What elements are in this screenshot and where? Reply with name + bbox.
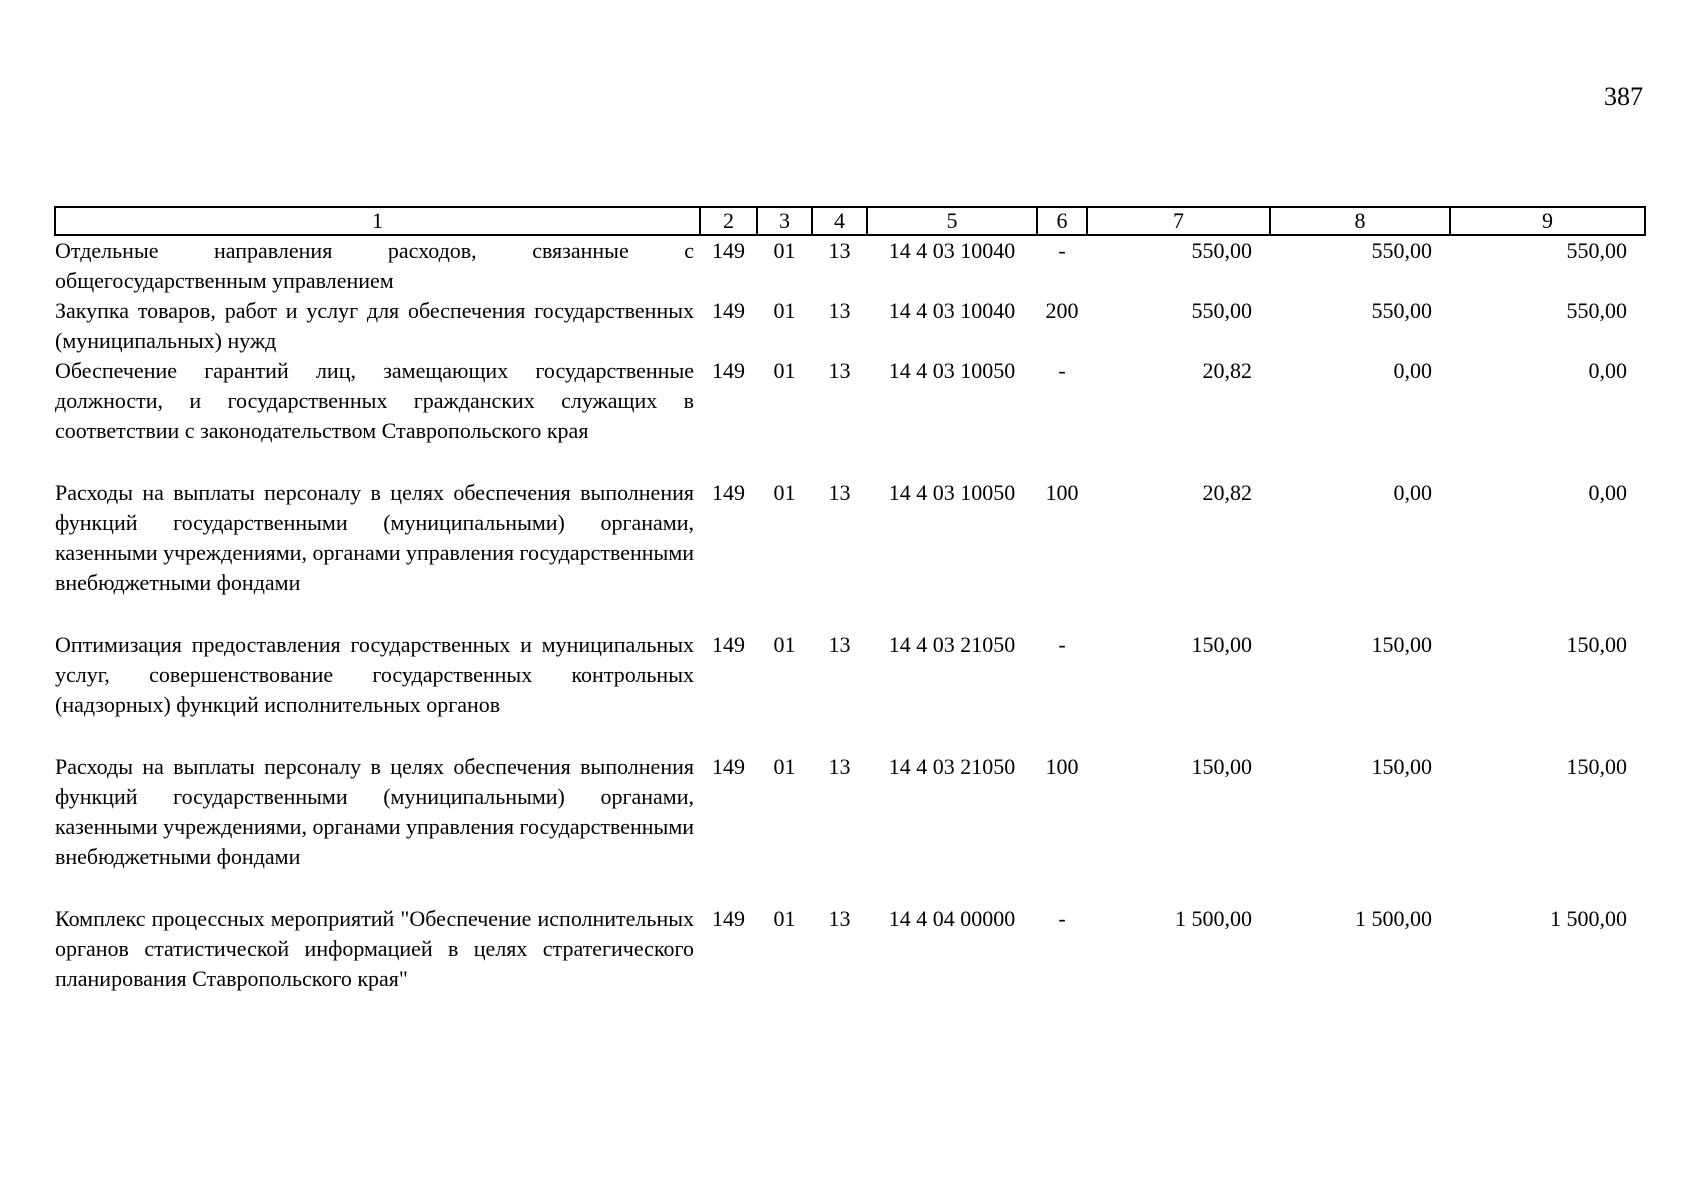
row-csr: 14 4 03 21050 (888, 754, 1016, 779)
table-row (55, 356, 1645, 478)
row-sum-2: 550,00 (1371, 238, 1432, 263)
row-sum-3: 1 500,00 (1550, 906, 1627, 931)
header-col-1: 1 (55, 207, 700, 235)
row-vr: 200 (1045, 298, 1079, 323)
row-ved: 149 (712, 480, 745, 505)
row-rz: 01 (773, 632, 796, 657)
row-sum-1: 20,82 (1202, 480, 1252, 505)
row-csr: 14 4 03 10040 (888, 238, 1016, 263)
row-name: Оптимизация предоставления государственных и муниципальных услуг, совершенствование государственных контрольных (надзорных) функций исполнительных органов (55, 632, 694, 717)
row-sum-1: 150,00 (1191, 632, 1252, 657)
table-row (55, 630, 1645, 752)
row-sum-3: 150,00 (1566, 754, 1627, 779)
row-name: Закупка товаров, работ и услуг для обеспечения государственных (муниципальных) нужд (55, 298, 694, 353)
table-row (55, 235, 1645, 296)
row-ved: 149 (712, 238, 745, 263)
row-pr: 13 (828, 298, 851, 323)
table-row (55, 752, 1645, 904)
header-col-9: 9 (1450, 207, 1645, 235)
row-ved: 149 (712, 298, 745, 323)
row-csr: 14 4 04 00000 (888, 906, 1016, 931)
row-name: Отдельные направления расходов, связанные с общегосударственным управлением (55, 238, 694, 293)
row-ved: 149 (712, 906, 745, 931)
row-sum-2: 0,00 (1393, 358, 1432, 383)
header-col-8: 8 (1270, 207, 1450, 235)
row-csr: 14 4 03 10050 (888, 358, 1016, 383)
row-pr: 13 (828, 906, 851, 931)
row-sum-3: 0,00 (1588, 358, 1627, 383)
header-col-7: 7 (1087, 207, 1270, 235)
budget-table (54, 206, 1646, 994)
row-ved: 149 (712, 632, 745, 657)
row-rz: 01 (773, 754, 796, 779)
row-ved: 149 (712, 754, 745, 779)
header-col-5: 5 (867, 207, 1037, 235)
table-row (55, 478, 1645, 630)
row-sum-3: 0,00 (1588, 480, 1627, 505)
header-col-4: 4 (812, 207, 867, 235)
row-vr: - (1058, 632, 1066, 657)
row-sum-1: 20,82 (1202, 358, 1252, 383)
header-col-3: 3 (757, 207, 812, 235)
row-vr: 100 (1045, 480, 1079, 505)
row-sum-3: 150,00 (1566, 632, 1627, 657)
row-sum-2: 0,00 (1393, 480, 1432, 505)
row-pr: 13 (828, 754, 851, 779)
row-sum-1: 1 500,00 (1175, 906, 1252, 931)
header-col-2: 2 (700, 207, 757, 235)
table-row (55, 296, 1645, 356)
header-col-6: 6 (1037, 207, 1087, 235)
row-csr: 14 4 03 21050 (888, 632, 1016, 657)
table-row (55, 904, 1645, 994)
row-sum-1: 550,00 (1191, 298, 1252, 323)
header-row (55, 207, 1645, 235)
row-rz: 01 (773, 906, 796, 931)
row-sum-3: 550,00 (1566, 298, 1627, 323)
row-vr: 100 (1045, 754, 1079, 779)
row-rz: 01 (773, 480, 796, 505)
row-sum-2: 550,00 (1371, 298, 1432, 323)
row-ved: 149 (712, 358, 745, 383)
row-csr: 14 4 03 10050 (888, 480, 1016, 505)
row-name: Расходы на выплаты персоналу в целях обеспечения выполнения функций государственными (муниципальными) органами, казенными учреждениями, органами управления государственными внебюджетными фондами (55, 480, 695, 595)
row-rz: 01 (773, 358, 796, 383)
row-vr: - (1058, 238, 1066, 263)
row-csr: 14 4 03 10040 (888, 298, 1016, 323)
row-sum-2: 150,00 (1371, 754, 1432, 779)
row-sum-2: 150,00 (1371, 632, 1432, 657)
row-rz: 01 (773, 238, 796, 263)
row-name: Расходы на выплаты персоналу в целях обеспечения выполнения функций государственными (муниципальными) органами, казенными учреждениями, органами управления государственными внебюджетными фондами (55, 754, 695, 869)
row-pr: 13 (828, 238, 851, 263)
row-vr: - (1058, 906, 1066, 931)
row-pr: 13 (828, 480, 851, 505)
row-rz: 01 (773, 298, 796, 323)
row-sum-2: 1 500,00 (1355, 906, 1432, 931)
row-sum-3: 550,00 (1566, 238, 1627, 263)
page-number: 387 (1604, 82, 1643, 111)
row-name: Комплекс процессных мероприятий "Обеспечение исполнительных органов статистической информацией в целях стратегического планирования Ставропольского края" (55, 906, 694, 991)
row-vr: - (1058, 358, 1066, 383)
row-sum-1: 550,00 (1191, 238, 1252, 263)
row-pr: 13 (828, 632, 851, 657)
row-sum-1: 150,00 (1191, 754, 1252, 779)
row-pr: 13 (828, 358, 851, 383)
row-name: Обеспечение гарантий лиц, замещающих государственные должности, и государственных гражданских служащих в соответствии с законодательством Ставропольского края (55, 358, 694, 443)
